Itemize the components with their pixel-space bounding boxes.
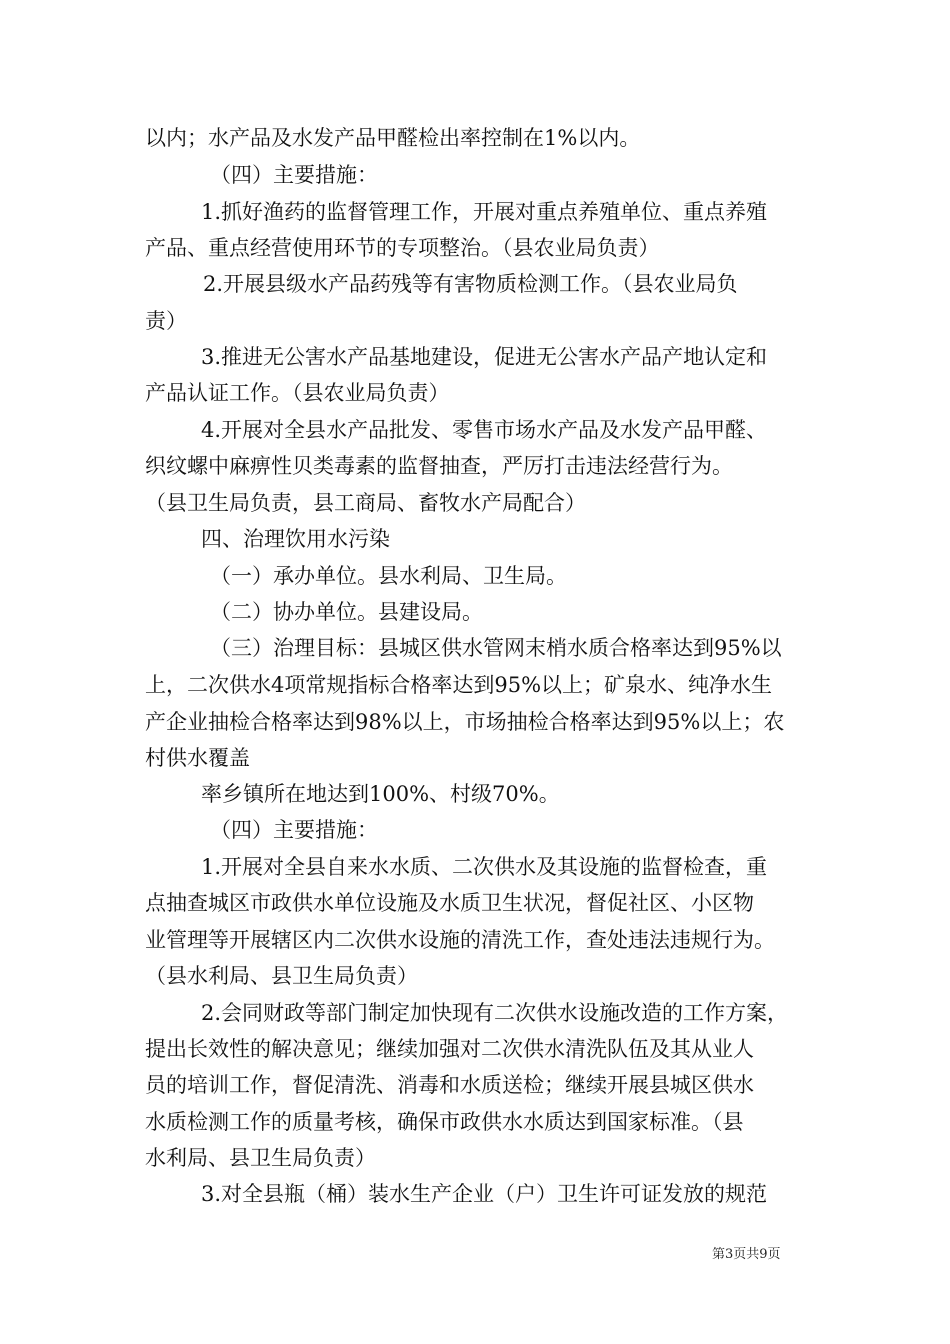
body-text-line: 产品认证工作。（县农业局负责）: [145, 381, 450, 405]
body-text-line: 水利局、县卫生局负责）: [145, 1146, 376, 1170]
page-number: 第3页共9页: [712, 1247, 781, 1262]
body-text-line: 点抽查城区市政供水单位设施及水质卫生状况，督促社区、小区物: [145, 891, 754, 915]
section-heading: （四）主要措施：: [210, 163, 378, 187]
body-text-line: 产企业抽检合格率达到98%以上，市场抽检合格率达到95%以上；农: [145, 710, 785, 734]
body-text-line: 以内；水产品及水发产品甲醛检出率控制在1%以内。: [145, 126, 641, 150]
section-heading: （四）主要措施：: [210, 818, 378, 842]
body-text-line: 1.抓好渔药的监督管理工作，开展对重点养殖单位、重点养殖: [201, 200, 768, 224]
body-text-line: 3.对全县瓶（桶）装水生产企业（户）卫生许可证发放的规范: [201, 1182, 768, 1206]
body-text-line: 率乡镇所在地达到100%、村级70%。: [201, 782, 560, 806]
body-text-line: 2.开展县级水产品药残等有害物质检测工作。（县农业局负: [203, 272, 738, 296]
body-text-line: （县水利局、县卫生局负责）: [145, 964, 418, 988]
section-heading: （三）治理目标：县城区供水管网末梢水质合格率达到95%以: [210, 636, 782, 660]
body-text-line: 1.开展对全县自来水水质、二次供水及其设施的监督检查，重: [201, 855, 768, 879]
body-text-line: 员的培训工作，督促清洗、消毒和水质送检；继续开展县城区供水: [145, 1073, 754, 1097]
section-heading: （二）协办单位。县建设局。: [210, 600, 483, 624]
section-heading: 四、治理饮用水污染: [201, 527, 390, 551]
body-text-line: 责）: [145, 309, 187, 333]
body-text-line: 村供水覆盖: [145, 746, 250, 770]
body-text-line: 上，二次供水4项常规指标合格率达到95%以上；矿泉水、纯净水生: [145, 673, 773, 697]
body-text-line: 业管理等开展辖区内二次供水设施的清洗工作，查处违法违规行为。: [145, 928, 775, 952]
body-text-line: 4.开展对全县水产品批发、零售市场水产品及水发产品甲醛、: [201, 418, 768, 442]
section-heading: （一）承办单位。县水利局、卫生局。: [210, 564, 567, 588]
body-text-line: （县卫生局负责，县工商局、畜牧水产局配合）: [145, 491, 586, 515]
body-text-line: 2.会同财政等部门制定加快现有二次供水设施改造的工作方案，: [201, 1001, 789, 1025]
body-text-line: 织纹螺中麻痹性贝类毒素的监督抽查，严厉打击违法经营行为。: [145, 454, 733, 478]
body-text-line: 3.推进无公害水产品基地建设，促进无公害水产品产地认定和: [201, 345, 768, 369]
body-text-line: 提出长效性的解决意见；继续加强对二次供水清洗队伍及其从业人: [145, 1037, 754, 1061]
body-text-line: 产品、重点经营使用环节的专项整治。（县农业局负责）: [145, 236, 660, 260]
body-text-line: 水质检测工作的质量考核，确保市政供水水质达到国家标准。（县: [145, 1110, 744, 1134]
